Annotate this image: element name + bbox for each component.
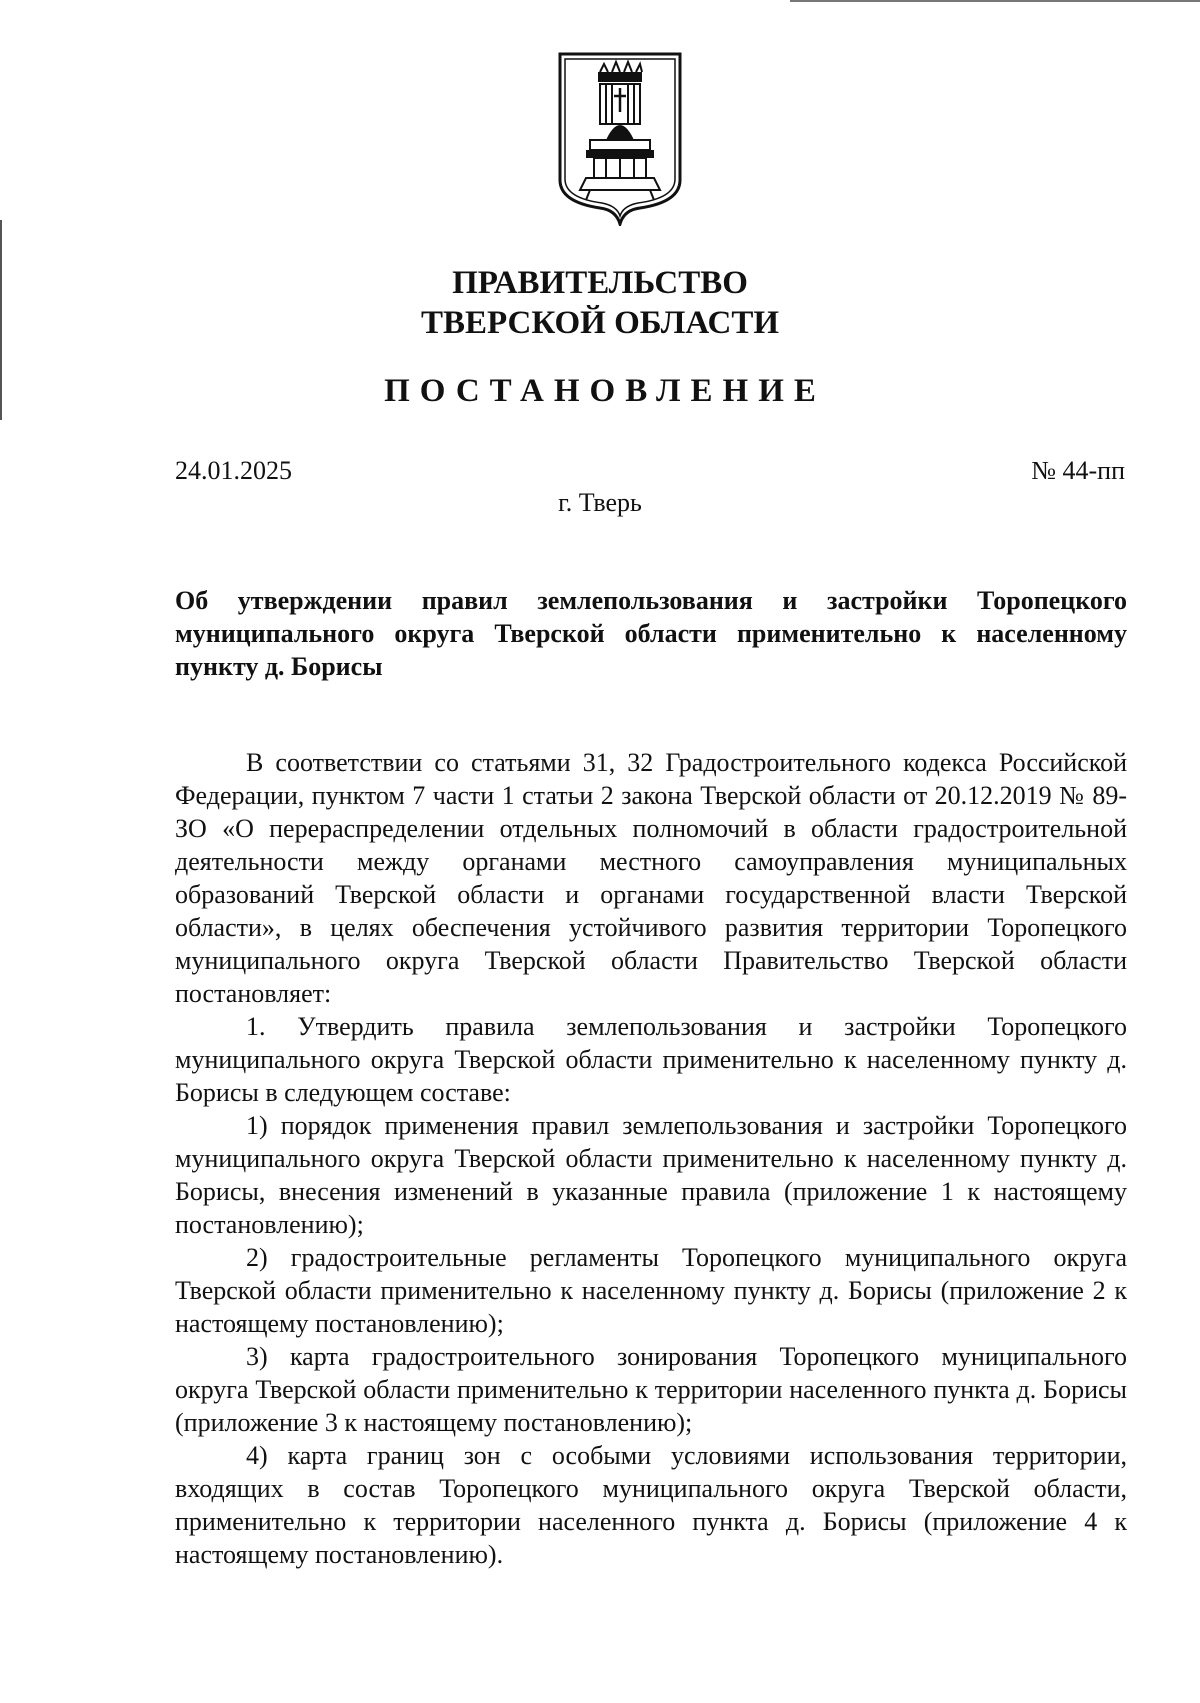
document-type: ПОСТАНОВЛЕНИЕ	[384, 373, 826, 409]
document-city: г. Тверь	[558, 488, 642, 517]
body-paragraph: 4) карта границ зон с особыми условиями использования территории, входящих в состав Торопецкого муниципального округа Тверской области, применительно к территории населенного пункта д. Борисы (приложение 4 к настоящему постановлению).	[175, 1441, 1127, 1569]
body-paragraph: 1. Утвердить правила землепользования и застройки Торопецкого муниципального округа Тверской области применительно к населенному пункту д. Борисы в следующем составе:	[175, 1012, 1127, 1107]
body-paragraph: В соответствии со статьями 31, 32 Градостроительного кодекса Российской Федерации, пунктом 7 части 1 статьи 2 закона Тверской области от 20.12.2019 № 89-ЗО «О перераспределении отдельных полномочий в области градостроительной деятельности между органами местного самоуправления муниципальных образований Тверской области и органами государственной власти Тверской области», в целях обеспечения устойчивого развития территории Торопецкого муниципального округа Тверской области Правительство Тверской области постановляет:	[175, 748, 1127, 1008]
tver-coat-of-arms-icon	[556, 50, 684, 226]
document-date: 24.01.2025	[175, 456, 292, 485]
document-heading: Об утверждении правил землепользования и застройки Торопецкого муниципального округа Тверской области применительно к населенному пункту д. Борисы	[175, 586, 1127, 681]
document-body	[175, 746, 1127, 1571]
body-paragraph: 2) градостроительные регламенты Торопецкого муниципального округа Тверской области применительно к населенному пункту д. Борисы (приложение 2 к настоящему постановлению);	[175, 1243, 1127, 1338]
body-paragraph: 1) порядок применения правил землепользования и застройки Торопецкого муниципального округа Тверской области применительно к населенному пункту д. Борисы, внесения изменений в указанные правила (приложение 1 к настоящему постановлению);	[175, 1111, 1127, 1239]
scan-edge-top	[790, 0, 1200, 2]
document-number: № 44-пп	[1031, 456, 1125, 485]
organization-title-line-2: ТВЕРСКОЙ ОБЛАСТИ	[420, 305, 780, 341]
organization-title	[0, 263, 1200, 343]
organization-title-line-1: ПРАВИТЕЛЬСТВО	[452, 265, 748, 301]
body-paragraph: 3) карта градостроительного зонирования Торопецкого муниципального округа Тверской области применительно к территории населенного пункта д. Борисы (приложение 3 к настоящему постановлению);	[175, 1342, 1127, 1437]
